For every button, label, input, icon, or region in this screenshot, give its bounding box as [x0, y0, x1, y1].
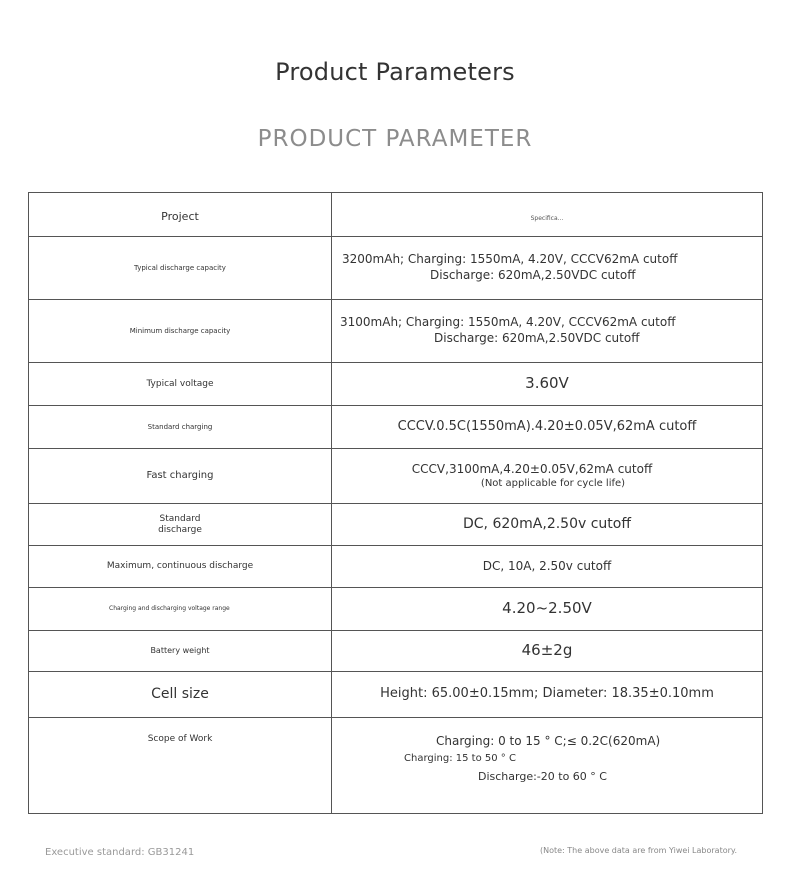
- row-value-line: Discharge: 620mA,2.50VDC cutoff: [430, 268, 636, 282]
- row-label: Scope of Work: [147, 734, 213, 744]
- table-row: [29, 631, 763, 672]
- table-row: [29, 546, 763, 588]
- row-value-line: Discharge:-20 to 60 ° C: [478, 770, 607, 783]
- table-row: [29, 672, 763, 718]
- header-project-cell: [29, 193, 332, 237]
- row-value-line: 46±2g: [521, 641, 573, 660]
- row-label: Minimum discharge capacity: [129, 326, 231, 335]
- row-label: Charging and discharging voltage range: [109, 604, 230, 612]
- page-title: Product Parameters: [275, 58, 515, 86]
- table-row: [29, 300, 763, 363]
- row-label: Typical voltage: [146, 378, 214, 389]
- executive-standard-note: Executive standard: GB31241: [45, 847, 195, 858]
- table-header-row: [29, 193, 763, 237]
- row-value-line: (Not applicable for cycle life): [480, 478, 626, 490]
- row-value-line: 4.20~2.50V: [502, 599, 592, 618]
- table-row: [29, 363, 763, 406]
- row-value-line: 3100mAh; Charging: 1550mA, 4.20V, CCCV62mA cutoff: [340, 315, 676, 330]
- row-value-line: Discharge: 620mA,2.50VDC cutoff: [434, 331, 640, 345]
- row-value-line: Charging: 15 to 50 ° C: [404, 753, 516, 764]
- table-row: [29, 718, 763, 814]
- header-project-label: Project: [161, 210, 199, 223]
- row-label: Fast charging: [146, 470, 214, 482]
- row-label: Typical discharge capacity: [134, 263, 226, 272]
- table-row: [29, 504, 763, 546]
- parameter-table: [28, 192, 763, 814]
- row-label: Standard discharge: [158, 514, 202, 535]
- row-label: Cell size: [151, 686, 209, 703]
- row-value-line: DC, 10A, 2.50v cutoff: [482, 558, 612, 573]
- row-label: Battery weight: [150, 646, 210, 656]
- row-value-line: CCCV.0.5C(1550mA).4.20±0.05V,62mA cutoff: [397, 418, 697, 434]
- page-subtitle: PRODUCT PARAMETER: [257, 126, 533, 152]
- table-row: [29, 588, 763, 631]
- data-source-note: (Note: The above data are from Yiwei Laboratory.: [540, 846, 738, 855]
- row-value-line: DC, 620mA,2.50v cutoff: [462, 516, 632, 533]
- table-row: [29, 237, 763, 300]
- table-row: [29, 449, 763, 504]
- header-spec-cell: [332, 193, 763, 237]
- row-value-line: 3200mAh; Charging: 1550mA, 4.20V, CCCV62mA cutoff: [342, 252, 678, 267]
- row-value-line: Height: 65.00±0.15mm; Diameter: 18.35±0.10mm: [380, 686, 714, 702]
- row-value-line: Charging: 0 to 15 ° C;≤ 0.2C(620mA): [436, 734, 661, 748]
- row-value-line: 3.60V: [525, 374, 569, 393]
- row-value-line: CCCV,3100mA,4.20±0.05V,62mA cutoff: [411, 461, 653, 476]
- row-label: Standard charging: [147, 422, 213, 431]
- table-row: [29, 406, 763, 449]
- header-spec-label: Specifica...: [530, 215, 564, 222]
- row-label: Maximum, continuous discharge: [106, 561, 254, 572]
